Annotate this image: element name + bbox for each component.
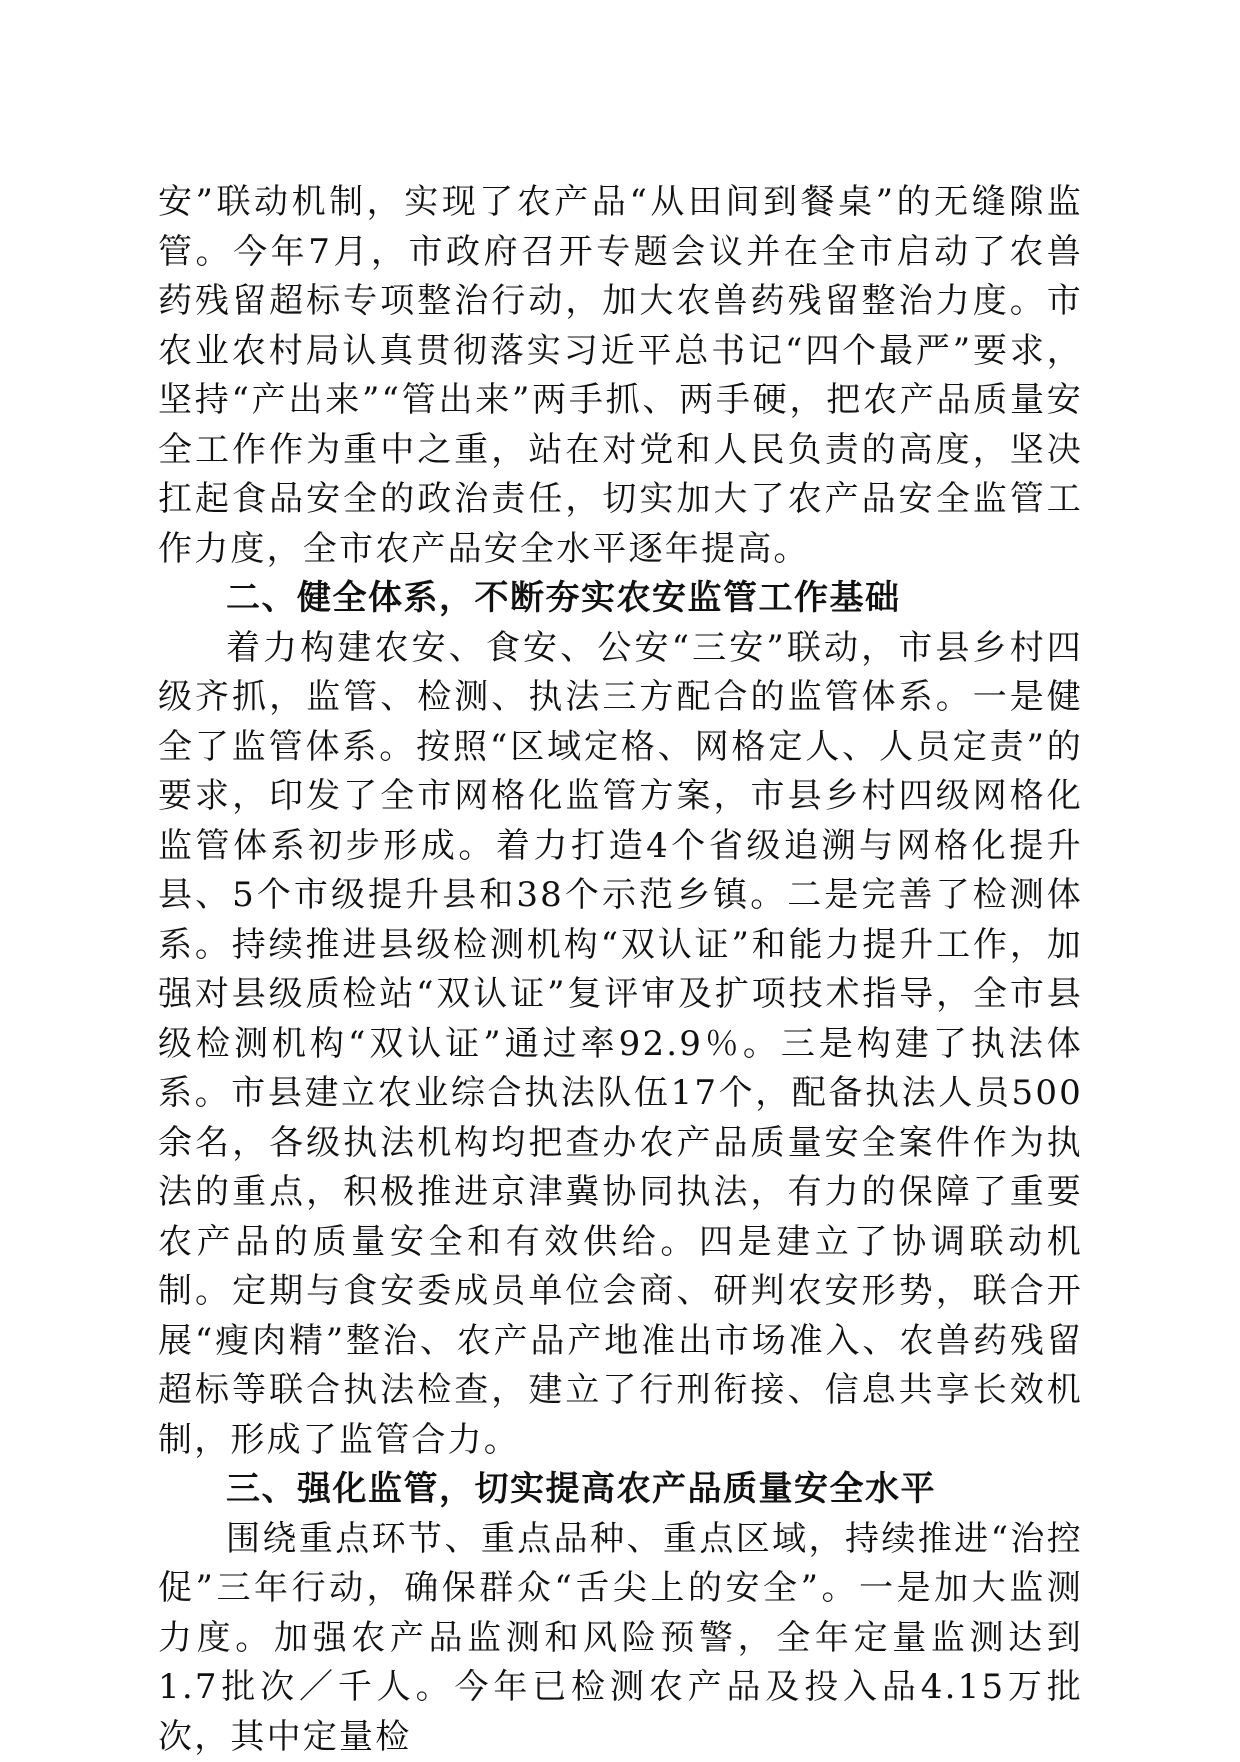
paragraph-continued: 安”联动机制，实现了农产品“从田间到餐桌”的无缝隙监管。今年7月，市政府召开专题会议并在全市启动了农兽药残留超标专项整治行动，加大农兽药残留整治力度。市农业农村局认真贯彻落实习近平总书记“四个最严”要求，坚持“产出来”“管出来”两手抓、两手硬，把农产品质量安全工作作为重中之重，站在对党和人民负责的高度，坚决扛起食品安全的政治责任，切实加大了农产品安全监管工作力度，全市农产品安全水平逐年提高。: [158, 178, 1083, 574]
paragraph-system: 着力构建农安、食安、公安“三安”联动，市县乡村四级齐抓，监管、检测、执法三方配合的监管体系。一是健全了监管体系。按照“区域定格、网格定人、人员定责”的要求，印发了全市网格化监管方案，市县乡村四级网格化监管体系初步形成。着力打造4个省级追溯与网格化提升县、5个市级提升县和38个示范乡镇。二是完善了检测体系。持续推进县级检测机构“双认证”和能力提升工作，加强对县级质检站“双认证”复评审及扩项技术指导，全市县级检测机构“双认证”通过率92.9％。三是构建了执法体系。市县建立农业综合执法队伍17个，配备执法人员500余名，各级执法机构均把查办农产品质量安全案件作为执法的重点，积极推进京津冀协同执法，有力的保障了重要农产品的质量安全和有效供给。四是建立了协调联动机制。定期与食安委成员单位会商、研判农安形势，联合开展“瘦肉精”整治、农产品产地准出市场准入、农兽药残留超标等联合执法检查，建立了行刑衔接、信息共享长效机制，形成了监管合力。: [158, 624, 1083, 1466]
section-heading-2: 二、健全体系，不断夯实农安监管工作基础: [158, 574, 1083, 624]
paragraph-supervision: 围绕重点环节、重点品种、重点区域，持续推进“治控促”三年行动，确保群众“舌尖上的安全”。一是加大监测力度。加强农产品监测和风险预警，全年定量监测达到1.7批次／千人。今年已检测农产品及投入品4.15万批次，其中定量检: [158, 1515, 1083, 1762]
section-heading-3: 三、强化监管，切实提高农产品质量安全水平: [158, 1465, 1083, 1515]
document-page: [158, 178, 1083, 1762]
